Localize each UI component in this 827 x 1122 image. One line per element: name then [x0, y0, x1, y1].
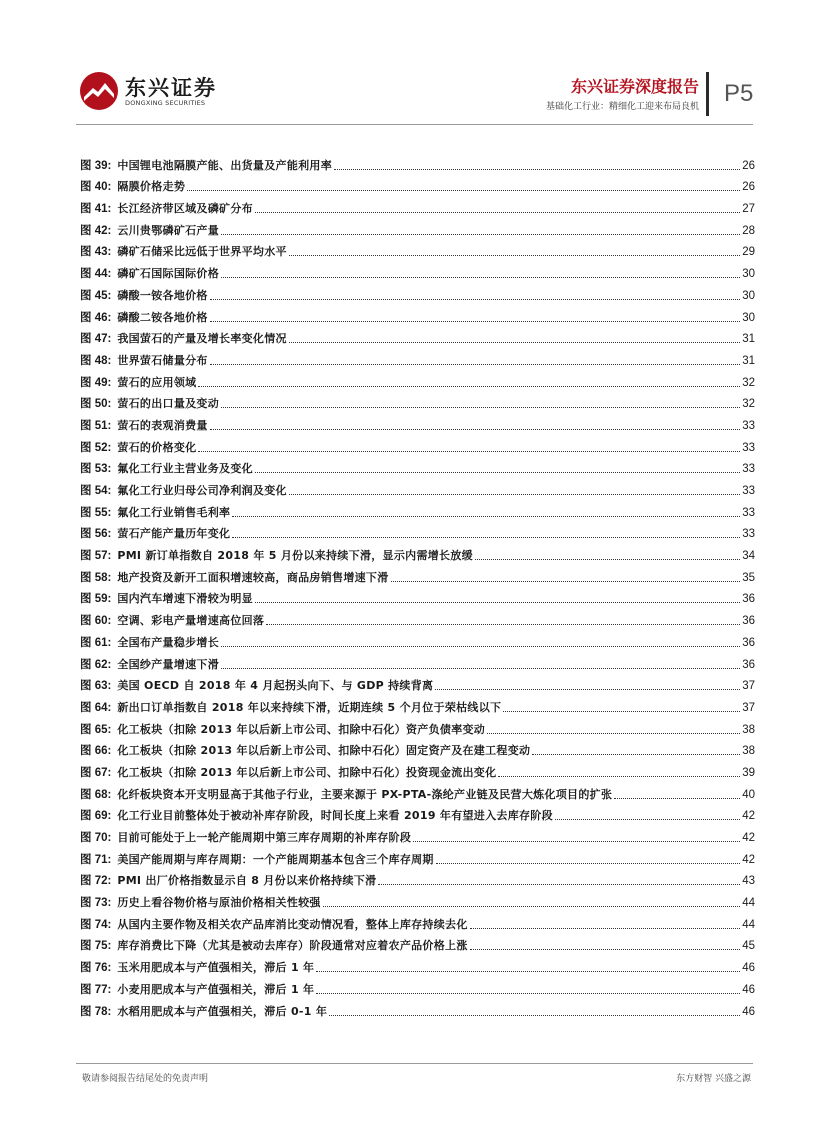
toc-figure-title: 库存消费比下降（尤其是被动去库存）阶段通常对应着农产品价格上涨 — [117, 939, 468, 953]
toc-figure-number: 图 73: — [80, 897, 112, 910]
toc-figure-title: 新出口订单指数自 2018 年以来持续下滑，近期连续 5 个月位于荣枯线以下 — [117, 700, 502, 714]
toc-entry[interactable] — [80, 823, 755, 845]
toc-dot-leader — [289, 255, 740, 256]
toc-figure-title: 长江经济带区域及磷矿分布 — [117, 202, 253, 216]
toc-figure-number: 图 47: — [80, 333, 112, 346]
toc-dot-leader — [378, 884, 740, 885]
toc-page-number: 33 — [742, 419, 755, 432]
toc-page-number: 36 — [742, 636, 755, 649]
toc-figure-number: 图 70: — [80, 832, 112, 844]
figure-list — [80, 151, 755, 1019]
toc-figure-number: 图 72: — [80, 875, 112, 888]
toc-dot-leader — [470, 928, 741, 929]
toc-page-number: 45 — [742, 940, 755, 953]
toc-entry[interactable] — [80, 325, 755, 347]
toc-figure-title: 地产投资及新开工面积增速较高，商品房销售增速下滑 — [117, 570, 389, 584]
toc-figure-title: 磷酸一铵各地价格 — [117, 288, 208, 302]
toc-entry[interactable] — [80, 997, 755, 1019]
toc-dot-leader — [391, 581, 741, 582]
toc-dot-leader — [210, 364, 740, 365]
toc-dot-leader — [555, 819, 740, 820]
toc-page-number: 43 — [742, 875, 755, 888]
toc-figure-title: 目前可能处于上一轮产能周期中第三库存周期的补库存阶段 — [117, 831, 412, 844]
toc-figure-title: 历史上看谷物价格与原油价格相关性较强 — [117, 896, 321, 910]
toc-page-number: 33 — [742, 485, 755, 497]
logo-emblem-icon — [78, 70, 120, 112]
toc-figure-title: 全国纱产量增速下滑 — [117, 657, 220, 671]
toc-page-number: 27 — [742, 203, 755, 216]
toc-figure-number: 图 67: — [80, 766, 112, 779]
toc-entry[interactable] — [80, 693, 755, 715]
toc-entry[interactable] — [80, 433, 755, 455]
toc-figure-number: 图 40: — [80, 181, 112, 194]
toc-dot-leader — [232, 537, 740, 538]
toc-entry[interactable] — [80, 845, 755, 867]
toc-figure-number: 图 42: — [80, 224, 112, 237]
toc-figure-number: 图 51: — [80, 419, 112, 432]
toc-page-number: 37 — [742, 701, 755, 714]
toc-page-number: 33 — [742, 441, 755, 454]
toc-figure-number: 图 53: — [80, 463, 112, 476]
toc-page-number: 30 — [742, 311, 755, 324]
toc-entry[interactable] — [80, 455, 755, 477]
toc-figure-title: 美国产能周期与库存周期：一个产能周期基本包含三个库存周期 — [117, 852, 434, 866]
toc-dot-leader — [329, 1015, 740, 1016]
logo-text-cn: 东兴证券 — [125, 76, 217, 100]
toc-page-number: 46 — [742, 983, 755, 996]
toc-figure-number: 图 68: — [80, 788, 112, 801]
toc-figure-number: 图 65: — [80, 723, 112, 736]
toc-entry[interactable] — [80, 216, 755, 238]
toc-figure-number: 图 76: — [80, 962, 112, 975]
toc-figure-title: 化纤板块资本开支明显高于其他子行业，主要来源于 PX-PTA-涤纶产业链及民营大炼化项目的扩张 — [117, 787, 613, 801]
toc-page-number: 44 — [742, 897, 755, 910]
toc-figure-number: 图 49: — [80, 376, 112, 389]
toc-page-number: 31 — [742, 354, 755, 367]
toc-figure-number: 图 46: — [80, 311, 112, 324]
toc-page-number: 30 — [742, 289, 755, 302]
toc-page-number: 46 — [742, 1005, 755, 1018]
toc-figure-number: 图 45: — [80, 289, 112, 302]
toc-dot-leader — [255, 602, 740, 603]
toc-figure-title: 隔膜价格走势 — [117, 180, 186, 194]
toc-figure-title: 氟化工行业归母公司净利润及变化 — [117, 484, 287, 497]
toc-entry[interactable] — [80, 737, 755, 759]
toc-dot-leader — [221, 277, 740, 278]
toc-entry[interactable] — [80, 867, 755, 889]
toc-page-number: 44 — [742, 918, 755, 931]
toc-figure-title: 氟化工行业主营业务及变化 — [117, 462, 253, 476]
toc-figure-number: 图 58: — [80, 571, 112, 584]
toc-page-number: 37 — [742, 680, 755, 693]
toc-figure-number: 图 52: — [80, 441, 112, 454]
toc-page-number: 26 — [742, 181, 755, 194]
toc-page-number: 40 — [742, 788, 755, 801]
toc-entry[interactable] — [80, 563, 755, 585]
toc-figure-number: 图 55: — [80, 506, 112, 519]
toc-figure-number: 图 71: — [80, 853, 112, 866]
toc-dot-leader — [187, 190, 740, 191]
toc-dot-leader — [532, 754, 740, 755]
toc-figure-number: 图 63: — [80, 680, 112, 693]
toc-entry[interactable] — [80, 281, 755, 303]
toc-entry[interactable] — [80, 932, 755, 954]
toc-figure-number: 图 59: — [80, 593, 112, 606]
toc-dot-leader — [221, 407, 740, 408]
toc-page-number: 29 — [742, 246, 755, 259]
toc-entry[interactable] — [80, 606, 755, 628]
toc-dot-leader — [198, 386, 740, 387]
toc-entry[interactable] — [80, 346, 755, 368]
toc-dot-leader — [470, 949, 741, 950]
toc-figure-number: 图 66: — [80, 745, 112, 758]
toc-entry[interactable] — [80, 173, 755, 195]
toc-page-number: 38 — [742, 723, 755, 736]
toc-figure-number: 图 62: — [80, 658, 112, 671]
toc-figure-title: 化工板块（扣除 2013 年以后新上市公司、扣除中石化）资产负债率变动 — [117, 722, 486, 736]
toc-page-number: 35 — [742, 571, 755, 584]
toc-figure-number: 图 56: — [80, 528, 112, 541]
toc-dot-leader — [232, 516, 740, 517]
toc-entry[interactable] — [80, 888, 755, 910]
toc-page-number: 32 — [742, 376, 755, 389]
toc-page-number: 34 — [742, 550, 755, 563]
toc-figure-title: PMI 新订单指数自 2018 年 5 月份以来持续下滑，显示内需增长放缓 — [117, 549, 473, 563]
toc-dot-leader — [487, 733, 740, 734]
toc-entry[interactable] — [80, 520, 755, 542]
toc-figure-number: 图 43: — [80, 246, 112, 259]
toc-dot-leader — [436, 863, 740, 864]
toc-figure-number: 图 74: — [80, 918, 112, 931]
toc-entry[interactable] — [80, 541, 755, 563]
toc-dot-leader — [334, 169, 740, 170]
toc-page-number: 42 — [742, 810, 755, 823]
toc-page-number: 42 — [742, 853, 755, 866]
toc-page-number: 26 — [742, 159, 755, 172]
toc-page-number: 38 — [742, 745, 755, 758]
page-number: P5 — [724, 80, 754, 107]
toc-dot-leader — [210, 429, 740, 430]
toc-entry[interactable] — [80, 758, 755, 780]
toc-dot-leader — [614, 798, 740, 799]
toc-figure-title: 从国内主要作物及相关农产品库消比变动情况看，整体上库存持续去化 — [117, 917, 468, 931]
toc-dot-leader — [323, 906, 740, 907]
toc-dot-leader — [316, 971, 740, 972]
footer-rule — [76, 1063, 753, 1064]
toc-entry[interactable] — [80, 194, 755, 216]
toc-page-number: 33 — [742, 463, 755, 476]
toc-figure-title: 磷酸二铵各地价格 — [117, 310, 208, 324]
toc-figure-title: 氟化工行业销售毛利率 — [117, 505, 231, 519]
toc-entry[interactable] — [80, 628, 755, 650]
toc-figure-title: 美国 OECD 自 2018 年 4 月起拐头向下、与 GDP 持续背离 — [117, 679, 434, 693]
toc-entry[interactable] — [80, 650, 755, 672]
toc-dot-leader — [475, 559, 740, 560]
toc-figure-title: 萤石的出口量及变动 — [117, 397, 220, 411]
toc-page-number: 46 — [742, 962, 755, 975]
toc-entry[interactable] — [80, 390, 755, 412]
toc-entry[interactable] — [80, 411, 755, 433]
toc-figure-number: 图 60: — [80, 615, 112, 628]
toc-entry[interactable] — [80, 975, 755, 997]
toc-dot-leader — [503, 711, 740, 712]
toc-entry[interactable] — [80, 151, 755, 173]
toc-figure-title: 化工板块（扣除 2013 年以后新上市公司、扣除中石化）投资现金流出变化 — [117, 765, 497, 779]
toc-figure-number: 图 48: — [80, 354, 112, 367]
toc-figure-number: 图 69: — [80, 810, 112, 823]
toc-entry[interactable] — [80, 368, 755, 390]
toc-dot-leader — [255, 212, 740, 213]
toc-page-number: 31 — [742, 333, 755, 346]
toc-entry[interactable] — [80, 780, 755, 802]
toc-dot-leader — [289, 342, 740, 343]
toc-figure-title: PMI 出厂价格指数显示自 8 月份以来价格持续下滑 — [117, 874, 377, 888]
toc-dot-leader — [498, 776, 740, 777]
toc-figure-title: 国内汽车增速下滑较为明显 — [117, 592, 253, 606]
toc-page-number: 32 — [742, 398, 755, 411]
toc-entry[interactable] — [80, 238, 755, 260]
toc-figure-number: 图 54: — [80, 485, 112, 497]
toc-figure-number: 图 50: — [80, 398, 112, 411]
toc-figure-title: 玉米用肥成本与产值强相关，滞后 1 年 — [117, 961, 315, 975]
toc-entry[interactable] — [80, 802, 755, 824]
toc-figure-title: 萤石的价格变化 — [117, 440, 197, 454]
toc-figure-title: 云川贵鄂磷矿石产量 — [117, 223, 220, 237]
toc-figure-title: 中国锂电池隔膜产能、出货量及产能利用率 — [117, 158, 333, 172]
toc-dot-leader — [221, 646, 740, 647]
toc-entry[interactable] — [80, 953, 755, 975]
toc-page-number: 33 — [742, 506, 755, 519]
toc-figure-number: 图 61: — [80, 636, 112, 649]
toc-figure-title: 世界萤石储量分布 — [117, 353, 208, 367]
footer-disclaimer: 敬请参阅报告结尾处的免责声明 — [82, 1074, 209, 1084]
toc-dot-leader — [221, 668, 740, 669]
company-logo — [78, 70, 218, 114]
report-subtitle: 基础化工行业：精细化工迎来布局良机 — [545, 102, 699, 112]
toc-figure-title: 萤石的应用领域 — [117, 375, 197, 389]
toc-dot-leader — [198, 451, 740, 452]
toc-figure-title: 萤石产能产量历年变化 — [117, 527, 231, 541]
toc-page-number: 30 — [742, 268, 755, 281]
toc-figure-title: 小麦用肥成本与产值强相关，滞后 1 年 — [117, 982, 315, 996]
toc-entry[interactable] — [80, 585, 755, 607]
toc-figure-title: 我国萤石的产量及增长率变化情况 — [117, 332, 287, 346]
toc-figure-number: 图 64: — [80, 701, 112, 714]
footer-slogan: 东方财智 兴盛之源 — [676, 1074, 751, 1084]
toc-figure-title: 化工行业目前整体处于被动补库存阶段，时间长度上来看 2019 年有望进入去库存阶段 — [117, 809, 553, 823]
toc-page-number: 36 — [742, 615, 755, 628]
toc-dot-leader — [210, 299, 740, 300]
toc-figure-title: 全国布产量稳步增长 — [117, 635, 220, 649]
toc-figure-title: 磷矿石储采比远低于世界平均水平 — [117, 245, 287, 259]
toc-page-number: 33 — [742, 528, 755, 541]
toc-dot-leader — [413, 841, 740, 842]
toc-entry[interactable] — [80, 498, 755, 520]
toc-dot-leader — [266, 624, 740, 625]
toc-figure-title: 化工板块（扣除 2013 年以后新上市公司、扣除中石化）固定资产及在建工程变动 — [117, 744, 531, 758]
toc-dot-leader — [289, 494, 740, 495]
toc-figure-number: 图 57: — [80, 550, 112, 563]
toc-dot-leader — [210, 321, 740, 322]
toc-entry[interactable] — [80, 303, 755, 325]
toc-dot-leader — [435, 689, 740, 690]
header-divider — [706, 72, 709, 116]
toc-page-number: 36 — [742, 658, 755, 671]
toc-figure-number: 图 77: — [80, 983, 112, 996]
toc-figure-title: 空调、彩电产量增速高位回落 — [117, 614, 265, 628]
report-title: 东兴证券深度报告 — [570, 77, 699, 96]
logo-text-en: DONGXING SECURITIES — [125, 99, 206, 107]
toc-figure-title: 萤石的表观消费量 — [117, 418, 208, 432]
toc-entry[interactable] — [80, 259, 755, 281]
toc-dot-leader — [221, 234, 740, 235]
toc-figure-title: 磷矿石国际国际价格 — [117, 267, 220, 281]
toc-figure-number: 图 78: — [80, 1005, 112, 1018]
toc-entry[interactable] — [80, 715, 755, 737]
toc-figure-title: 水稻用肥成本与产值强相关，滞后 0-1 年 — [117, 1004, 328, 1018]
toc-entry[interactable] — [80, 476, 755, 498]
toc-figure-number: 图 41: — [80, 203, 112, 216]
toc-dot-leader — [316, 993, 740, 994]
toc-page-number: 39 — [742, 766, 755, 779]
toc-page-number: 36 — [742, 593, 755, 606]
toc-figure-number: 图 75: — [80, 940, 112, 953]
toc-dot-leader — [255, 472, 740, 473]
header-rule — [76, 124, 753, 125]
toc-entry[interactable] — [80, 672, 755, 694]
toc-entry[interactable] — [80, 910, 755, 932]
toc-page-number: 42 — [742, 832, 755, 844]
toc-figure-number: 图 44: — [80, 268, 112, 281]
toc-page-number: 28 — [742, 224, 755, 237]
toc-figure-number: 图 39: — [80, 159, 112, 172]
